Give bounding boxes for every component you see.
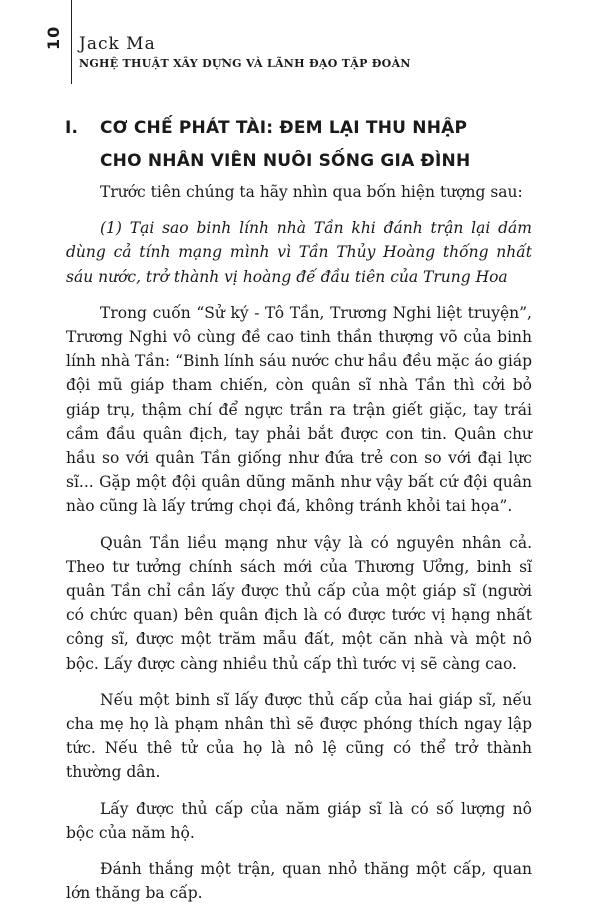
running-header-book-title: NGHỆ THUẬT XÂY DỰNG VÀ LÃNH ĐẠO TẬP ĐOÀN xyxy=(79,57,411,70)
paragraph: Đánh thắng một trận, quan nhỏ thăng một cấp, quan lớn thăng ba cấp. xyxy=(66,860,532,903)
running-header-author: Jack Ma xyxy=(79,34,156,54)
page-number: 10 xyxy=(44,25,63,50)
section-number: I. xyxy=(65,118,79,138)
header-divider xyxy=(71,0,72,84)
body-text xyxy=(66,180,532,917)
paragraph: Trong cuốn “Sử ký - Tô Tần, Trương Nghi liệt truyện”, Trương Nghi vô cùng đề cao tinh thần thượng võ của binh lính nhà Tần: “Binh lính sáu nước chư hầu đều mặc áo giáp đội mũ giáp tham chiến, còn quân sĩ nhà Tần thì cởi bỏ giáp trụ, thậm chí để ngực trần ra trận giết giặc, tay trái cầm đầu quân địch, tay phải bắt được con tin. Quân chư hầu so với quân Tần giống như đứa trẻ con so với đại lực sĩ... Gặp một đội quân dũng mãnh như vậy bất cứ đội quân nào cũng là lấy trứng chọi đá, không tránh khỏi tai họa”. xyxy=(66,303,532,516)
paragraph: Lấy được thủ cấp của năm giáp sĩ là có số lượng nô bộc của năm hộ. xyxy=(66,799,532,842)
section-title-line-1: CƠ CHẾ PHÁT TÀI: ĐEM LẠI THU NHẬP xyxy=(100,118,468,138)
section-title-line-2: CHO NHÂN VIÊN NUÔI SỐNG GIA ĐÌNH xyxy=(100,151,471,171)
paragraph: Quân Tần liều mạng như vậy là có nguyên nhân cả. Theo tư tưởng chính sách mới của Thương Ưởng, binh sĩ quân Tần chỉ cần lấy được thủ cấp của một giáp sĩ (người có chức quan) bên quân địch là có được tước vị hạng nhất công sĩ, được một trăm mẫu đất, một căn nhà và một nô bộc. Lấy được càng nhiều thủ cấp thì tước vị sẽ càng cao. xyxy=(66,533,532,673)
paragraph-intro: Trước tiên chúng ta hãy nhìn qua bốn hiện tượng sau: xyxy=(100,183,523,201)
paragraph-question: (1) Tại sao binh lính nhà Tần khi đánh trận lại dám dùng cả tính mạng mình vì Tần Thủy Hoàng thống nhất sáu nước, trở thành vị hoàng đế đầu tiên của Trung Hoa xyxy=(66,219,532,286)
paragraph: Nếu một binh sĩ lấy được thủ cấp của hai giáp sĩ, nếu cha mẹ họ là phạm nhân thì sẽ được phóng thích ngay lập tức. Nếu thê tử của họ là nô lệ cũng có thể trở thành thường dân. xyxy=(66,690,532,782)
